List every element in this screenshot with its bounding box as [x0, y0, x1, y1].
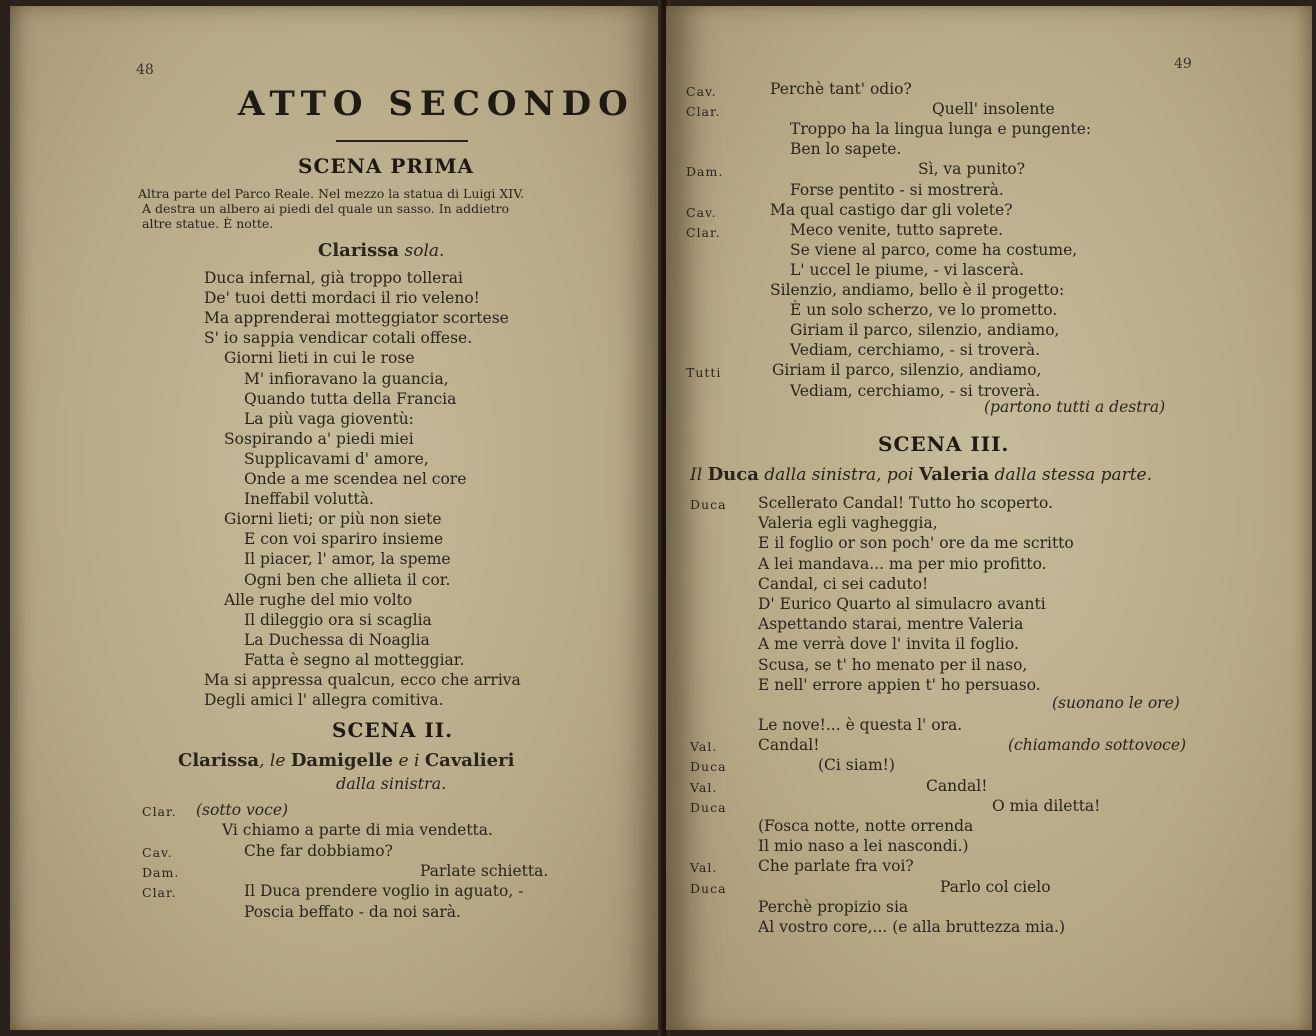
verse-line: L' uccel le piume, - vi lascerà. — [790, 260, 1024, 279]
verse-line: Perchè propizio sia — [758, 897, 909, 916]
verse-line: A me verrà dove l' invita il foglio. — [758, 635, 1019, 654]
verse-line: Quando tutta della Francia — [244, 389, 457, 408]
verse-line: È un solo scherzo, ve lo prometto. — [790, 301, 1058, 320]
verse-line: Quell' insolente — [932, 100, 1055, 119]
verse-line: (Fosca notte, notte orrenda — [758, 817, 974, 835]
character-label: Dam. — [686, 164, 724, 180]
character-label: Dam. — [142, 864, 180, 880]
verse-line: Il dileggio ora si scaglia — [244, 610, 432, 629]
verse-line: Vi chiamo a parte di mia vendetta. — [222, 821, 493, 840]
verse-line: E nell' errore appien t' ho persuaso. — [758, 675, 1041, 694]
verse-line: Meco venite, tutto saprete. — [790, 220, 1004, 239]
character-label: Val. — [690, 739, 718, 755]
act-title: ATTO SECONDO — [238, 84, 635, 124]
verse-line: Ben lo sapete. — [790, 140, 902, 159]
character-label: Cav. — [686, 204, 717, 220]
stage-direction: (chiamando sottovoce) — [1008, 736, 1187, 754]
verse-line: Che parlate fra voi? — [758, 857, 914, 876]
character-label: Clar. — [686, 104, 721, 120]
character-label: Cav. — [142, 844, 173, 860]
verse-line: Vediam, cerchiamo, - si troverà. — [790, 381, 1041, 400]
verse-line: M' infioravano la guancia, — [244, 369, 449, 388]
verse-line: Giorni lieti; or più non siete — [224, 510, 442, 529]
scene-heading: SCENA PRIMA — [298, 154, 475, 178]
verse-line: E il foglio or son poch' ore da me scritto — [758, 534, 1074, 553]
character-heading: Clarissa sola. — [318, 240, 445, 261]
verse-line: Scusa, se t' ho menato per il naso, — [758, 655, 1028, 674]
scene-heading: SCENA II. — [332, 718, 454, 742]
verse-line: Duca infernal, già troppo tollerai — [204, 269, 463, 287]
verse-line: Sospirando a' piedi miei — [224, 429, 414, 448]
verse-line: Giorni lieti in cui le rose — [224, 349, 415, 368]
verse-line: Ma apprenderai motteggiator scortese — [204, 309, 509, 328]
verse-line: Candal! — [926, 776, 988, 795]
stage-direction: (partono tutti a destra) — [984, 398, 1166, 416]
verse-line: Il piacer, l' amor, la speme — [244, 550, 451, 569]
character-label: Duca — [690, 880, 727, 896]
verse-line: Giriam il parco, silenzio, andiamo, — [790, 321, 1060, 340]
verse-line: Scellerato Candal! Tutto ho scoperto. — [758, 494, 1054, 512]
verse-line: Candal! — [758, 736, 820, 755]
verse-line: Candal, ci sei caduto! — [758, 574, 929, 593]
verse-line: Al vostro core,... (e alla bruttezza mia.) — [758, 918, 1066, 936]
verse-line: (sotto voce) — [196, 801, 289, 819]
verse-line: De' tuoi detti mordaci il rio veleno! — [204, 289, 480, 308]
verse-line: Le nove!... è questa l' ora. — [758, 716, 963, 734]
verse-line: S' io sappia vendicar cotali offese. — [204, 329, 473, 348]
character-label: Val. — [690, 860, 718, 876]
character-label: Tutti — [686, 365, 722, 381]
character-label: Clar. — [686, 224, 721, 240]
character-heading: Il Duca dalla sinistra, poi Valeria dalla stessa parte. — [690, 464, 1153, 485]
character-label: Cav. — [686, 84, 717, 99]
verse-line: Onde a me scendea nel core — [244, 470, 467, 488]
verse-line: Sì, va punito? — [918, 160, 1026, 179]
page-number: 49 — [1174, 56, 1192, 72]
character-label: Clar. — [142, 804, 177, 819]
verse-line: O mia diletta! — [992, 796, 1101, 815]
left-page — [10, 6, 662, 1030]
right-page — [666, 6, 1312, 1030]
character-label: Duca — [690, 799, 727, 815]
verse-line: Fatta è segno al motteggiar. — [244, 650, 465, 669]
entrance-direction: dalla sinistra. — [336, 774, 447, 793]
page-number: 48 — [136, 62, 154, 78]
verse-line: Il Duca prendere voglio in aguato, - — [244, 882, 524, 901]
verse-line: E con voi spariro insieme — [244, 530, 444, 549]
verse-line: Ogni ben che allieta il cor. — [244, 570, 451, 589]
verse-line: Ineffabil voluttà. — [244, 490, 374, 509]
verse-line: Ma qual castigo dar gli volete? — [770, 200, 1013, 219]
verse-line: Silenzio, andiamo, bello è il progetto: — [770, 281, 1065, 299]
character-label: Val. — [690, 779, 718, 795]
verse-line: Poscia beffato - da noi sarà. — [244, 902, 461, 921]
character-heading: Clarissa, le Damigelle e i Cavalieri — [178, 750, 515, 771]
character-label: Clar. — [142, 885, 177, 901]
stage-direction: (suonano le ore) — [1052, 694, 1180, 712]
character-label: Duca — [690, 759, 727, 775]
scene-heading: SCENA III. — [878, 432, 1010, 456]
verse-line: Aspettando starai, mentre Valeria — [758, 615, 1024, 634]
verse-line: Valeria egli vagheggia, — [758, 514, 938, 533]
verse-line: Parlo col cielo — [940, 877, 1051, 896]
character-label: Duca — [690, 497, 727, 512]
title-rule — [336, 140, 468, 142]
verse-line: (Ci siam!) — [818, 756, 895, 775]
verse-line: La Duchessa di Noaglia — [244, 630, 430, 649]
verse-line: Giriam il parco, silenzio, andiamo, — [772, 361, 1042, 380]
verse-line: Il mio naso a lei nascondi.) — [758, 837, 969, 856]
verse-line: D' Eurico Quarto al simulacro avanti — [758, 595, 1046, 613]
verse-line: Supplicavami d' amore, — [244, 449, 429, 468]
verse-line: A lei mandava... ma per mio profitto. — [758, 554, 1047, 573]
verse-line: Vediam, cerchiamo, - si troverà. — [790, 341, 1041, 360]
verse-line: Troppo ha la lingua lunga e pungente: — [790, 120, 1092, 139]
verse-line: Ma si appressa qualcun, ecco che arriva — [204, 671, 521, 689]
verse-line: Parlate schietta. — [420, 861, 549, 880]
verse-line: Alle rughe del mio volto — [224, 590, 413, 609]
verse-line: Se viene al parco, come ha costume, — [790, 240, 1078, 259]
verse-line: La più vaga gioventù: — [244, 409, 414, 428]
verse-line: Che far dobbiamo? — [244, 841, 393, 860]
stage-direction: Altra parte del Parco Reale. Nel mezzo la statua di Luigi XIV. A destra un albero ai piedi del quale un sasso. In addietro altre statue. È notte. — [138, 186, 525, 231]
verse-line: Degli amici l' allegra comitiva. — [204, 691, 444, 710]
verse-line: Forse pentito - si mostrerà. — [790, 180, 1004, 199]
verse-line: Perchè tant' odio? — [770, 80, 912, 98]
